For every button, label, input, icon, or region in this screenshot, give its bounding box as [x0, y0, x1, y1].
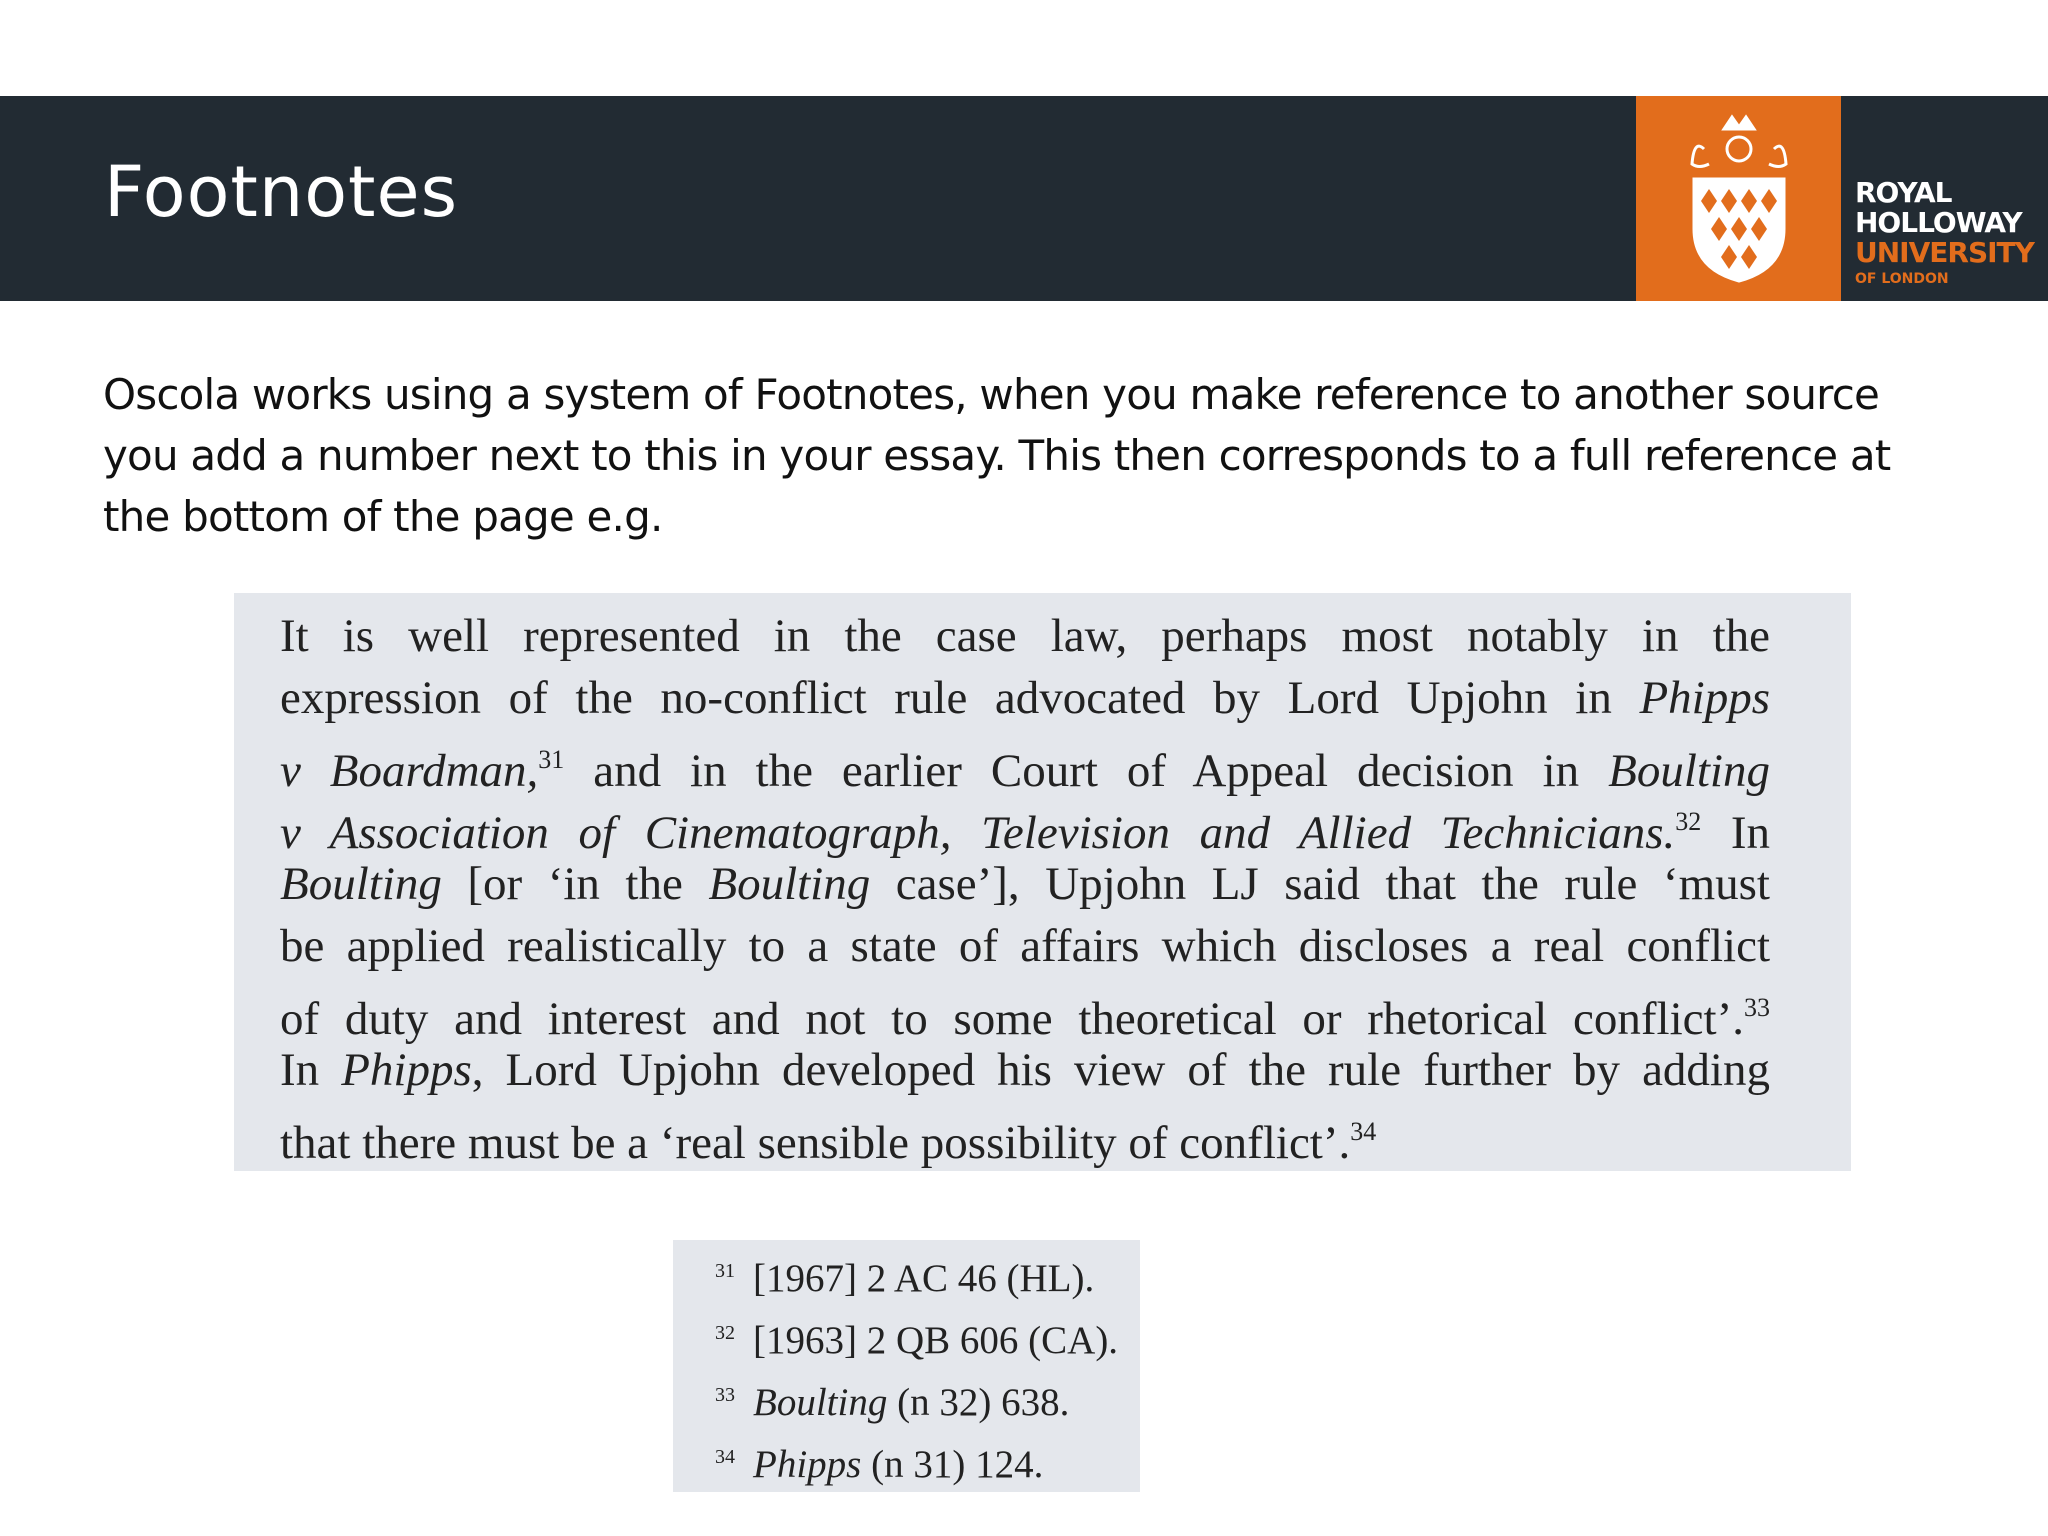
intro-line: the bottom of the page e.g. [103, 492, 663, 541]
intro-line: Oscola works using a system of Footnotes, when you make reference to another source [103, 370, 1880, 419]
excerpt-line: expression of the no-conflict rule advocated by Lord Upjohn in Phipps [280, 672, 1770, 724]
footnote-number: 32 [715, 1322, 735, 1344]
university-logo-text [1841, 96, 2048, 301]
excerpt-line: be applied realistically to a state of affairs which discloses a real conflict [280, 920, 1770, 972]
excerpt-line: that there must be a ‘real sensible possibility of conflict’.$^{34}$ [280, 1117, 1377, 1169]
excerpt-line: Boulting [or ‘in the Boulting case’], Upjohn LJ said that the rule ‘must [280, 858, 1770, 910]
footnote-entry: $^{32}$ [1963] 2 QB 606 (CA). [715, 1319, 1119, 1362]
excerpt-line: of duty and interest and not to some theoretical or rhetorical conflict’.$^{33}$ [280, 993, 1770, 1045]
essay-excerpt-image [234, 593, 1851, 1171]
intro-line: you add a number next to this in your essay. This then corresponds to a full reference at [103, 431, 1891, 480]
footnote-marker: 32 [1675, 807, 1702, 836]
coat-of-arms-icon [1674, 109, 1804, 289]
logo-line-royal: ROYAL [1855, 176, 1952, 209]
excerpt-line: v Association of Cinematograph, Television and Allied Technicians.$^{32}$ In [280, 807, 1770, 859]
logo-line-university: UNIVERSITY [1855, 236, 2034, 269]
footnote-number: 34 [715, 1446, 735, 1468]
footnote-list-image [673, 1240, 1140, 1492]
footnote-entry: $^{33}$ Boulting (n 32) 638. [715, 1381, 1070, 1424]
footnote-marker: 34 [1350, 1117, 1377, 1146]
excerpt-line: In Phipps, Lord Upjohn developed his view of the rule further by adding [280, 1044, 1770, 1096]
footnote-number: 31 [715, 1260, 735, 1282]
excerpt-line: It is well represented in the case law, perhaps most notably in the [280, 610, 1770, 662]
university-logo-crest [1636, 96, 1841, 301]
footnote-number: 33 [715, 1384, 735, 1406]
slide-title: Footnotes [104, 151, 459, 233]
footnote-marker: 33 [1744, 993, 1770, 1022]
logo-line-holloway: HOLLOWAY [1855, 206, 2022, 239]
intro-paragraph [103, 364, 1983, 547]
logo-line-of-london: OF LONDON [1855, 271, 1949, 287]
footnote-entry: $^{34}$ Phipps (n 31) 124. [715, 1443, 1044, 1486]
footnote-marker: 31 [538, 745, 565, 774]
footnote-entry: $^{31}$ [1967] 2 AC 46 (HL). [715, 1257, 1095, 1300]
excerpt-line: v Boardman,$^{31}$ and in the earlier Court of Appeal decision in Boulting [280, 745, 1770, 797]
